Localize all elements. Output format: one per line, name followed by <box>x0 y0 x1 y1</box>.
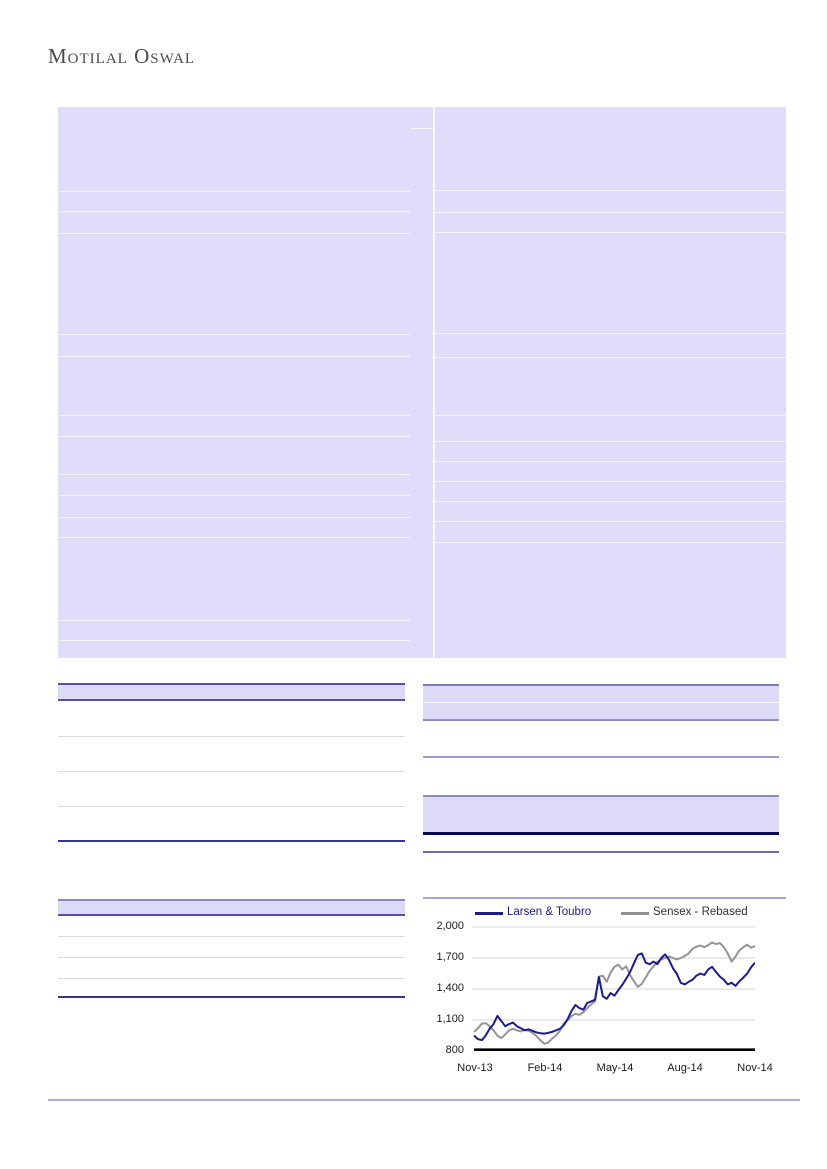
summary-table-redacted <box>58 107 786 658</box>
divider-line <box>58 771 405 772</box>
table-row-divider <box>58 640 410 641</box>
divider-line <box>58 978 405 979</box>
section-header-bar-left-1 <box>58 683 405 701</box>
section-header-bar-left-2 <box>58 899 405 916</box>
table-row-divider <box>435 441 786 442</box>
divider-line <box>58 736 405 737</box>
divider-line <box>423 702 779 703</box>
divider-line <box>58 936 405 937</box>
section-header-bar-right-1 <box>423 684 779 721</box>
chart-section-top-border <box>423 897 786 899</box>
table-row-divider <box>435 501 786 502</box>
legend-swatch-sensex <box>621 912 649 915</box>
x-axis-tick: Nov-13 <box>457 1062 493 1074</box>
table-row-divider <box>58 436 410 437</box>
table-row-divider <box>435 461 786 462</box>
legend-swatch-larsen-toubro <box>475 912 503 915</box>
x-axis-tick: May-14 <box>596 1062 634 1074</box>
divider-line <box>423 851 779 853</box>
y-axis-tick: 1,100 <box>436 1013 464 1025</box>
motilal-oswal-logo: Motilal Oswal <box>48 44 196 68</box>
table-row-divider <box>58 495 410 496</box>
table-row-divider <box>58 211 410 212</box>
table-row-divider <box>58 233 410 234</box>
table-row-divider <box>435 190 786 191</box>
table-row-divider <box>58 334 410 335</box>
table-row-divider <box>58 517 410 518</box>
table-row-divider <box>58 356 410 357</box>
page-footer-line <box>48 1099 800 1101</box>
divider-line <box>423 756 779 758</box>
y-axis-tick: 2,000 <box>436 920 464 932</box>
legend-label-larsen-toubro: Larsen & Toubro <box>507 906 592 918</box>
table-row-divider <box>435 415 786 416</box>
table-row-divider <box>58 415 410 416</box>
section-header-bar-right-2 <box>423 795 779 835</box>
table-row-divider <box>410 128 435 129</box>
table-row-divider <box>58 474 410 475</box>
x-axis-tick: Feb-14 <box>527 1062 563 1074</box>
price-chart-svg <box>472 921 755 1053</box>
table-row-divider <box>435 333 786 334</box>
table-row-divider <box>435 232 786 233</box>
table-row-divider <box>435 357 786 358</box>
table-row-divider <box>58 537 410 538</box>
y-axis-tick: 800 <box>445 1044 464 1056</box>
table-row-divider <box>435 542 786 543</box>
table-row-divider <box>58 191 410 192</box>
legend-label-sensex: Sensex - Rebased <box>653 906 748 918</box>
section-end-line <box>58 840 405 842</box>
divider-line <box>58 806 405 807</box>
section-end-line <box>58 996 405 998</box>
table-row-divider <box>435 521 786 522</box>
x-axis-tick: Aug-14 <box>667 1062 703 1074</box>
y-axis-tick: 1,700 <box>436 951 464 963</box>
y-axis-tick: 1,400 <box>436 982 464 994</box>
divider-line <box>58 957 405 958</box>
table-row-divider <box>435 212 786 213</box>
table-row-divider <box>58 620 410 621</box>
table-column-divider <box>433 107 435 658</box>
table-row-divider <box>435 481 786 482</box>
x-axis-tick: Nov-14 <box>737 1062 773 1074</box>
